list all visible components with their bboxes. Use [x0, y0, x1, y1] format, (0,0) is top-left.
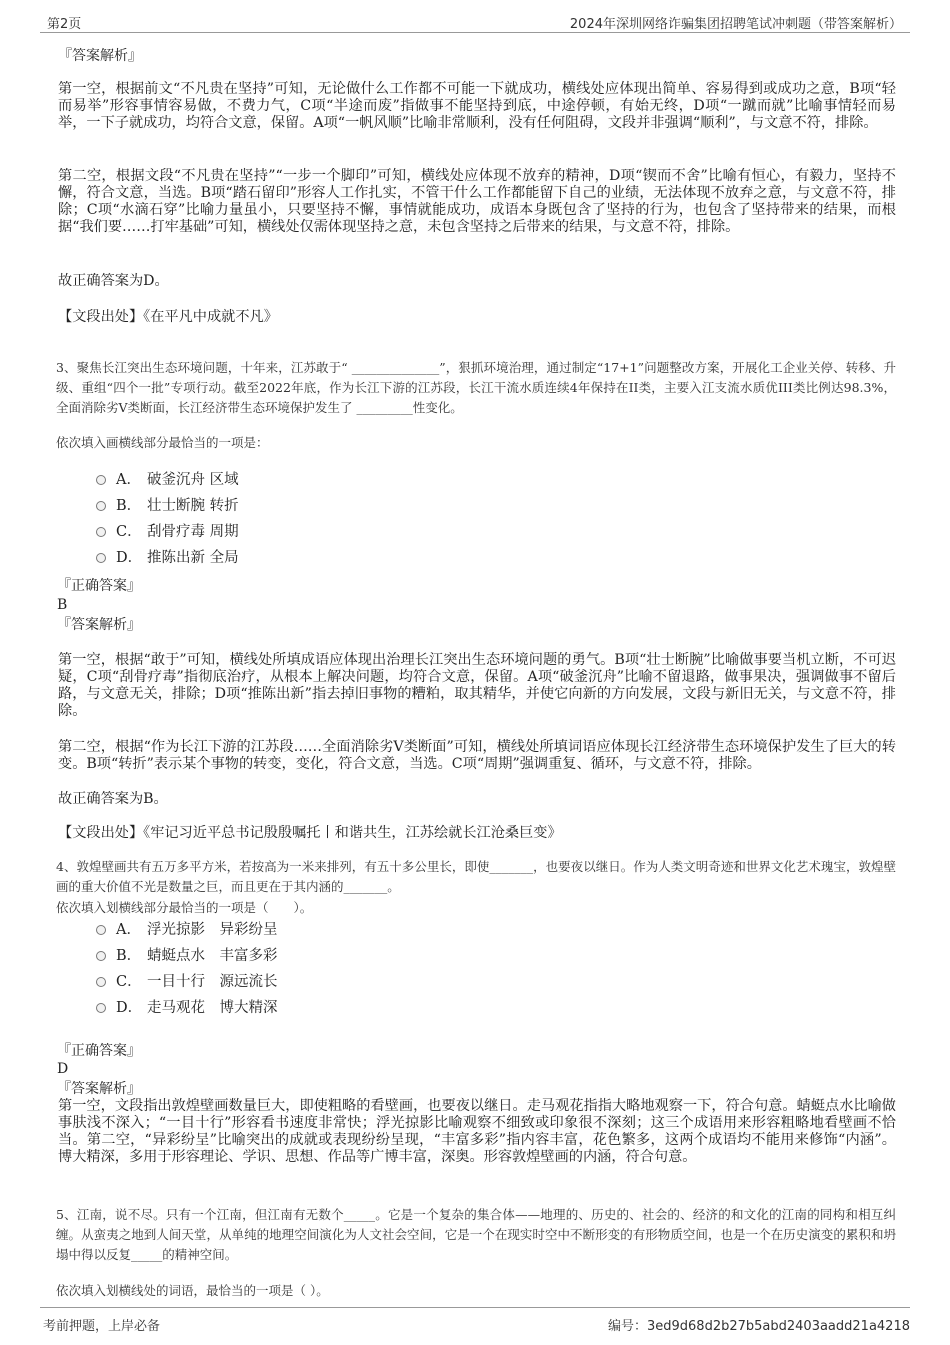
q5-stem: 5、江南，说不尽。只有一个江南，但江南有无数个_____。它是一个复杂的集合体——地理的、历史的、社会的、经济的和文化的江南的同构和相互纠缠。从蛮夷之地到人间天堂，从单纯的地理空间演化为人文社会空间，它是一个在现实时空中不断形变的有形物质空间，也是一个在历史演变的累积和坍塌中得以反复_____的精神空间。 [56, 1207, 896, 1262]
q4-analysis-label: 『答案解析』 [57, 1081, 141, 1097]
q5-prompt: 依次填入划横线处的词语，最恰当的一项是（ ）。 [56, 1283, 329, 1298]
q3-prompt: 依次填入画横线部分最恰当的一项是： [56, 435, 269, 450]
q3-analysis-label: 『答案解析』 [57, 617, 141, 633]
q4-analysis: 第一空，文段指出敦煌壁画数量巨大，即使粗略的看壁画，也要夜以继日。走马观花指指大略地观察一下，符合句意。蜻蜓点水比喻做事肤浅不深入；“一目十行”形容看书速度非常快；浮光掠影比喻观察不细致或印象很不深刻；这三个成语用来形容粗略地看壁画不恰当。第二空，“异彩纷呈”比喻突出的成就或表现纷纷呈现，“丰富多彩”指内容丰富，花色繁多，这两个成语均不能用来修饰“内涵”。博大精深，多用于形容理论、学识、思想、作品等广博丰富，深奥。形容敦煌壁画的内涵，符合句意。 [58, 1098, 896, 1165]
q4-correct-answer: D [57, 1061, 69, 1077]
radio-button[interactable] [96, 1003, 106, 1013]
q4-option-a[interactable]: A． 浮光掠影 异彩纷呈 [96, 920, 278, 940]
q3-source: 【文段出处】《牢记习近平总书记殷殷嘱托丨和谐共生，江苏绘就长江沧桑巨变》 [58, 825, 562, 841]
page-header [40, 10, 910, 33]
radio-button[interactable] [96, 475, 106, 485]
document-title: 2024年深圳网络诈骗集团招聘笔试冲刺题（带答案解析） [569, 17, 902, 32]
page-footer [40, 1307, 910, 1332]
q4-stem: 4、敦煌壁画共有五万多平方米，若按高为一米来排列，有五十多公里长，即使_______，也要夜以继日。作为人类文明奇迹和世界文化艺术瑰宝，敦煌壁画的重大价值不光是数量之巨，而且更在于其内涵的_______。 [56, 859, 896, 894]
q3-correct-label: 『正确答案』 [57, 578, 141, 594]
q3-analysis-para2: 第二空，根据“作为长江下游的江苏段……全面消除劣V类断面”可知，横线处所填词语应体现长江经济带生态环境保护发生了巨大的转变。B项“转折”表示某个事物的转变，变化，符合文意，当选。C项“周期”强调重复、循环，与文意不符，排除。 [58, 739, 896, 772]
q3-conclusion: 故正确答案为B。 [58, 791, 168, 807]
q4-prompt: 依次填入划横线部分最恰当的一项是（ ）。 [56, 900, 313, 915]
radio-button[interactable] [96, 501, 106, 511]
q3-option-b[interactable]: B． 壮士断腕 转折 [96, 496, 239, 516]
q3-option-d[interactable]: D． 推陈出新 全局 [96, 548, 239, 568]
q3-stem: 3、聚焦长江突出生态环境问题，十年来，江苏敢于“ ______________”，狠抓环境治理，通过制定“17+1”问题整改方案，开展化工企业关停、转移、升级、重组“四个一批”专项行动。截至2022年底，作为长江下游的江苏段，长江干流水质连续4年保持在II类，主要入江支流水质优III类比例达98.3%，全面消除劣V类断面，长江经济带生态环境保护发生了 _________性变化。 [56, 360, 896, 415]
q2-analysis-para1: 第一空，根据前文“不凡贵在坚持”可知，无论做什么工作都不可能一下就成功，横线处应体现出简单、容易得到或成功之意，B项“轻而易举”形容事情容易做，不费力气，C项“半途而废”指做事不能坚持到底，中途停顿，有始无终，D项“一蹴而就”比喻事情轻而易举，一下子就成功，均符合文意，保留。A项“一帆风顺”比喻非常顺利，没有任何阻碍，文段并非强调“顺利”，与文意不符，排除。 [58, 81, 896, 131]
q3-correct-answer: B [57, 597, 68, 613]
q4-option-b[interactable]: B． 蜻蜓点水 丰富多彩 [96, 946, 278, 966]
q2-analysis-label: 『答案解析』 [58, 48, 142, 64]
q2-conclusion: 故正确答案为D。 [58, 273, 169, 289]
q2-analysis-para2: 第二空，根据文段“不凡贵在坚持”“一步一个脚印”可知，横线处应体现不放弃的精神，D项“锲而不舍”比喻有恒心，有毅力，坚持不懈，符合文意，当选。B项“踏石留印”形容人工作扎实，不管干什么工作都能留下自己的业绩，无法体现不放弃之意，与文意不符，排除；C项“水滴石穿”比喻力量虽小，只要坚持不懈，事情就能成功，成语本身既包含了坚持的行为，也包含了坚持带来的结果，而根据“我们要……打牢基础”可知，横线处仅需体现坚持之意，未包含坚持之后带来的结果，与文意不符，排除。 [58, 168, 896, 235]
radio-button[interactable] [96, 977, 106, 987]
radio-button[interactable] [96, 925, 106, 935]
q3-option-c[interactable]: C． 刮骨疗毒 周期 [96, 522, 239, 542]
document-id: 编号：3ed9d68d2b27b5abd2403aadd21a4218 [607, 1319, 910, 1334]
q2-source: 【文段出处】《在平凡中成就不凡》 [58, 309, 278, 325]
radio-button[interactable] [96, 553, 106, 563]
q4-option-c[interactable]: C． 一目十行 源远流长 [96, 972, 278, 992]
radio-button[interactable] [96, 951, 106, 961]
page-number: 第2页 [47, 17, 82, 32]
q4-option-d[interactable]: D． 走马观花 博大精深 [96, 998, 278, 1018]
q3-analysis-para1: 第一空，根据“敢于”可知，横线处所填成语应体现出治理长江突出生态环境问题的勇气。B项“壮士断腕”比喻做事要当机立断，不可迟疑，C项“刮骨疗毒”指彻底治疗，从根本上解决问题，均符合文意，保留。A项“破釜沉舟”比喻不留退路，做事果决，强调做事不留后路，与文意无关，排除；D项“推陈出新”指去掉旧事物的糟粕，取其精华，并使它向新的方向发展，文段与新旧无关，与文意不符，排除。 [58, 652, 896, 719]
q4-correct-label: 『正确答案』 [57, 1043, 141, 1059]
footer-slogan: 考前押题，上岸必备 [43, 1319, 161, 1334]
q3-option-a[interactable]: A． 破釜沉舟 区域 [96, 470, 239, 490]
radio-button[interactable] [96, 527, 106, 537]
